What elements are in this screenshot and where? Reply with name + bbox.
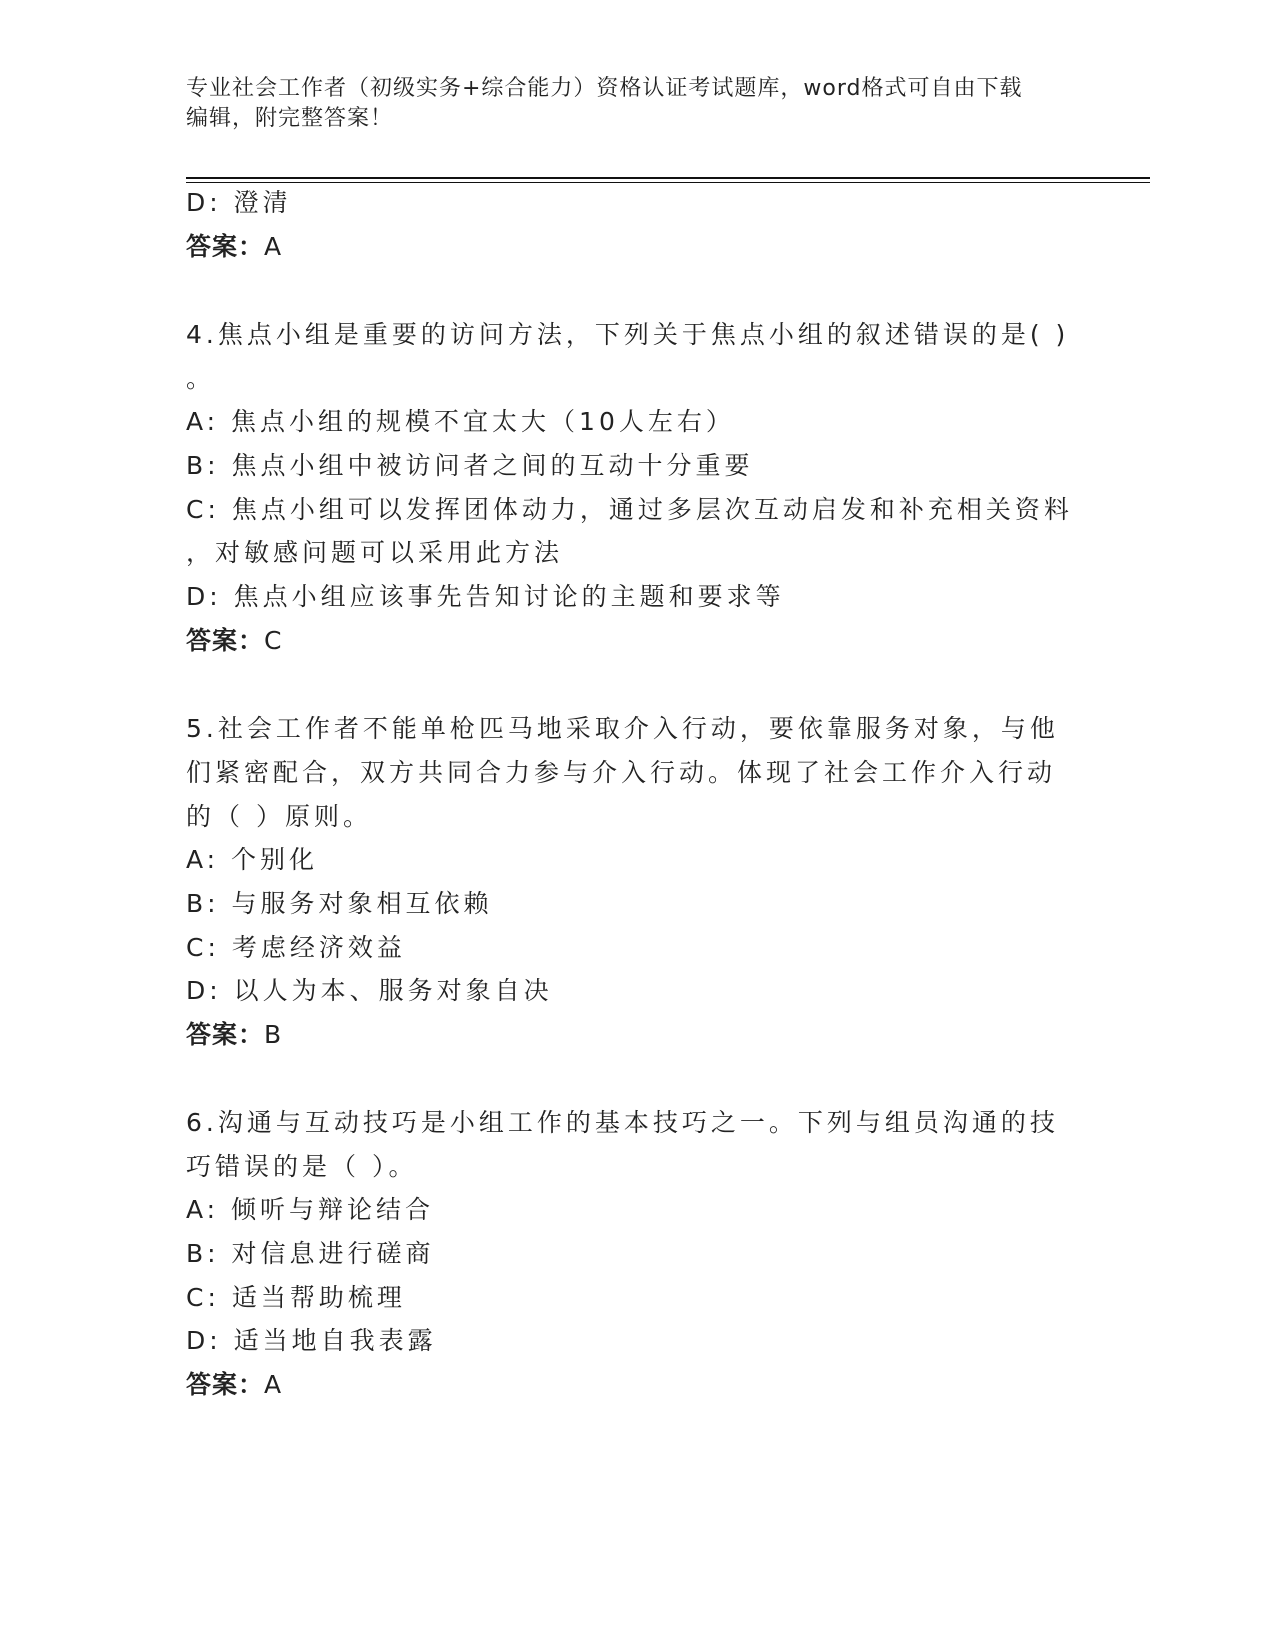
q5-answer — [186, 1018, 281, 1052]
q4-option-b: B: 焦点小组中被访问者之间的互动十分重要 — [186, 451, 754, 480]
q6-option-a: A: 倾听与辩论结合 — [186, 1195, 435, 1224]
header-divider-thick — [186, 177, 1150, 179]
q4-option-c-line-1: C: 焦点小组可以发挥团体动力，通过多层次互动启发和补充相关资料 — [186, 495, 1073, 524]
q6-option-b: B: 对信息进行磋商 — [186, 1239, 435, 1268]
q5-stem-line-1: 5.社会工作者不能单枪匹马地采取介入行动，要依靠服务对象，与他 — [186, 714, 1059, 743]
document-header — [186, 74, 1086, 134]
q6-answer — [186, 1368, 281, 1402]
q5-stem-line-2: 们紧密配合，双方共同合力参与介入行动。体现了社会工作介入行动 — [186, 758, 1057, 787]
header-title-line-1: 专业社会工作者（初级实务+综合能力）资格认证考试题库，word格式可自由下载 — [186, 76, 1023, 101]
answer-label: 答案： — [186, 1370, 265, 1399]
q5-option-a: A: 个别化 — [186, 845, 319, 874]
q5-answer-value: B — [264, 1020, 282, 1049]
q3-option-d: D: 澄清 — [186, 188, 292, 217]
q6-answer-value: A — [264, 1370, 282, 1399]
q4-option-a: A: 焦点小组的规模不宜太大（10人左右） — [186, 407, 735, 436]
q4-answer-value: C — [264, 626, 282, 655]
q3-answer — [186, 230, 281, 264]
q6-stem-line-1: 6.沟通与互动技巧是小组工作的基本技巧之一。下列与组员沟通的技 — [186, 1108, 1059, 1137]
header-divider-thin — [186, 182, 1150, 183]
q6-option-d: D: 适当地自我表露 — [186, 1326, 437, 1355]
header-title-line-2: 编辑，附完整答案！ — [186, 106, 394, 131]
q5-option-c: C: 考虑经济效益 — [186, 933, 406, 962]
answer-label: 答案： — [186, 1020, 265, 1049]
q6-stem-line-2: 巧错误的是（ ）。 — [186, 1152, 418, 1181]
q4-stem-line-2: 。 — [186, 364, 216, 393]
q4-answer — [186, 624, 281, 658]
answer-label: 答案： — [186, 232, 265, 261]
q4-stem-line-1: 4.焦点小组是重要的访问方法，下列关于焦点小组的叙述错误的是( ) — [186, 320, 1070, 349]
q6-option-c: C: 适当帮助梳理 — [186, 1283, 406, 1312]
q5-stem-line-3: 的（ ）原则。 — [186, 802, 372, 831]
q3-answer-value: A — [264, 232, 282, 261]
answer-label: 答案： — [186, 626, 265, 655]
q5-option-d: D: 以人为本、服务对象自决 — [186, 976, 553, 1005]
q4-option-d: D: 焦点小组应该事先告知讨论的主题和要求等 — [186, 582, 785, 611]
q4-option-c-line-2: ，对敏感问题可以采用此方法 — [186, 538, 564, 567]
q5-option-b: B: 与服务对象相互依赖 — [186, 889, 493, 918]
